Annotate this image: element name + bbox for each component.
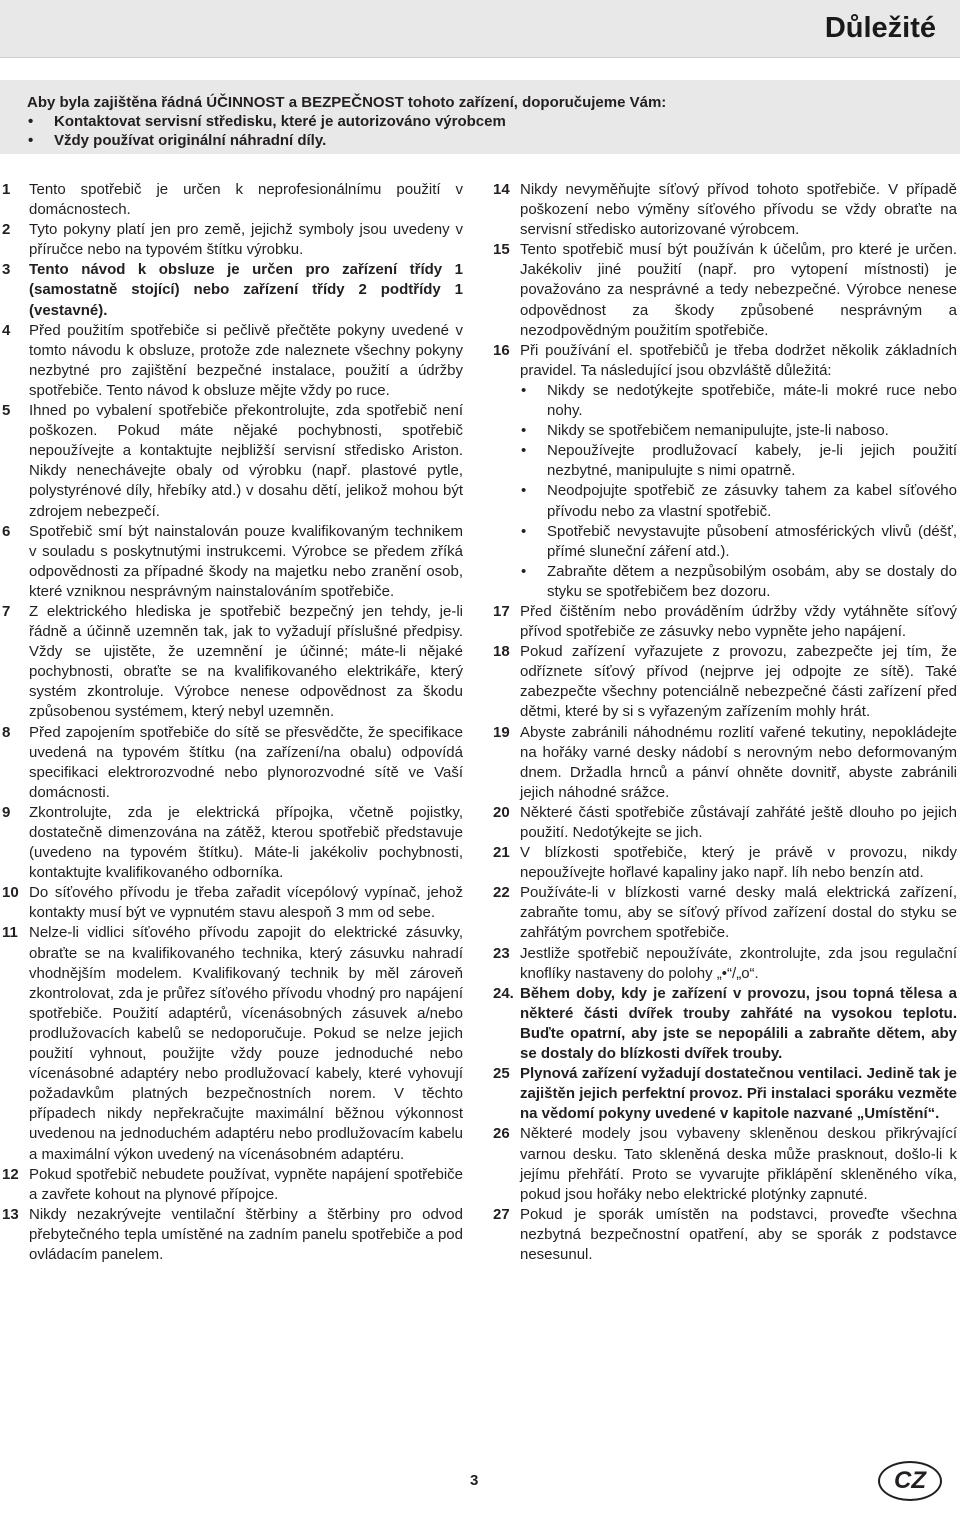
item-number: 1 [2,181,11,198]
item-number: 21 [493,844,510,862]
list-item [2,602,463,723]
rule-bullet: • Zabraňte dětem a nezpůsobilým osobám, aby se dostaly do styku se spotřebičem bez dozoru. [520,562,957,602]
left-column [2,180,463,1265]
intro-list [27,112,506,150]
list-item [493,1064,957,1124]
list-item [493,803,957,843]
item-text: Pokud spotřebič nebudete používat, vypněte napájení spotřebiče a zavřete kohout na plynové přípojce. [29,1165,463,1203]
item-number: 9 [2,803,11,821]
item-number: 27 [493,1205,510,1223]
item-number: 22 [493,884,510,902]
list-item [493,723,957,803]
item-number: 11 [2,924,18,942]
intro-bullet: • Vždy používat originální náhradní díly. [27,131,506,150]
item-text: Před použitím spotřebiče si pečlivě přečtěte pokyny uvedené v tomto návodu k obsluze, protože zde naleznete všechny pokyny nezbytné pro zajištění bezpečné instalace, použití a údržby spotřebiče. Tento návod k obsluze mějte vždy po ruce. [29,321,463,399]
list-item [2,1205,463,1265]
item-text: Tento spotřebič musí být používán k účelům, pro které je určen. Jakékoliv jiné použití (např. pro vytopení místnosti) je považováno za nesprávné a tedy nebezpečné. Výrobce nenese odpovědnost za škody způsobené nesprávným a nezodpovědným použitím spotřebiče. [520,241,957,339]
item-text: Spotřebič smí být nainstalován pouze kvalifikovaným technikem v souladu s poskytnutými instrukcemi. Výrobce se předem zříká odpovědnosti za případné škody na majetku nebo zranění osob, které vzniknou nesprávným nainstalováním spotřebiče. [29,522,463,600]
item-number: 20 [493,803,510,821]
item-number: 16 [493,341,510,359]
list-item [493,642,957,722]
list-item [493,240,957,340]
item-text: Z elektrického hlediska je spotřebič bezpečný jen tehdy, je-li řádně a účinně uzemněn tak, jak to vyžadují příslušné předpisy. Vždy se ujistěte, že uzemnění je účinné; máte-li nějaké pochybnosti, obraťte se na kvalifikovaného elektrikáře, který systém zkontroluje. Výrobce nenese odpovědnost za škodu způsobenou systémem, který nebyl uzemněn. [29,602,463,721]
item-text: Nikdy nezakrývejte ventilační štěrbiny a štěrbiny pro odvod přebytečného tepla umístěné na zadním panelu spotřebiče a pod ovládacím panelem. [29,1205,463,1263]
list-item [493,984,957,1064]
list-item [493,944,957,984]
list-item [493,1205,957,1265]
item-number: 4 [2,321,11,339]
item-number: 5 [2,402,11,420]
item-number: 7 [2,602,11,620]
item-text: Nikdy nevyměňujte síťový přívod tohoto spotřebiče. V případě poškození nebo výměny síťového přívodu se vždy obraťte na servisní středisko autorizované výrobcem. [520,181,957,239]
item-number: 17 [493,602,510,620]
item-number: 18 [493,643,510,661]
item-number: 19 [493,723,510,741]
list-item [2,803,463,883]
item-text: Tyto pokyny platí jen pro země, jejichž symboly jsou uvedeny v příručce nebo na typovém štítku výrobku. [29,221,463,259]
item-text: Tento návod k obsluze je určen pro zařízení třídy 1 (samostatně stojící) nebo zařízení třídy 2 podtřídy 1 (vestavné). [29,261,463,319]
item-number: 15 [493,241,510,259]
language-badge: CZ [878,1461,942,1501]
list-item [493,843,957,883]
item-number: 6 [2,522,11,540]
page-title: Důležité [824,12,936,44]
list-item [2,923,463,1164]
item-number: 10 [2,884,19,902]
rules-list [520,381,957,602]
right-column [493,180,957,1265]
item-text: Nelze-li vidlici síťového přívodu zapojit do elektrické zásuvky, obraťte se na kvalifikovaného technika, který zásuvku nahradí vhodnějším modelem. Kvalifikovaný technik by měl zároveň zkontrolovat, zda je průřez síťového přívodu vhodný pro napájení spotřebiče. Použití adaptérů, vícenásobných zásuvek a/nebo prodlužovacích kabelů se nedoporučuje. Pokud se nelze jejich použití vyhnout, použijte vždy pouze jednoduché nebo vícenásobné adaptéry nebo prodlužovací kabely, které vyhovují požadavkům platných bezpečnostních norem. V těchto případech nikdy nepřekračujte maximální běžnou výkonnost uvedenou na jednoduchém adaptéru nebo prodlužovacím kabelu a maximální výkon uvedený na vícenásobném adaptéru. [29,924,463,1163]
item-number: 14 [493,181,510,198]
rule-bullet: • Neodpojujte spotřebič ze zásuvky tahem za kabel síťového přívodu nebo za vlastní spotřebič. [520,481,957,521]
item-text: Jestliže spotřebič nepoužíváte, zkontrolujte, zda jsou regulační knoflíky nastaveny do polohy „•“/„o“. [520,944,957,982]
list-item [2,522,463,602]
list-item [2,723,463,803]
item-text: Abyste zabránili náhodnému rozlití vařené tekutiny, nepokládejte na hořáky varné desky nádobí s nerovným nebo deformovaným dnem. Držadla hrnců a pánví ohněte dovnitř, abyste zabránili jejich náhodné srážce. [520,723,957,801]
list-item [493,1124,957,1204]
item-number: 8 [2,723,11,741]
list-item [2,220,463,260]
item-text: Do síťového přívodu je třeba zařadit vícepólový vypínač, jehož kontakty musí být ve vypnutém stavu alespoň 3 mm od sebe. [29,884,463,922]
item-text: Tento spotřebič je určen k neprofesionálnímu použití v domácnostech. [29,181,463,219]
list-item [2,883,463,923]
item-text: Zkontrolujte, zda je elektrická přípojka, včetně pojistky, dostatečně dimenzována na zátěž, kterou spotřebič představuje (uvedeno na typovém štítku). Máte-li jakékoliv pochybnosti, kontaktujte kvalifikovaného odborníka. [29,803,463,882]
item-number: 25 [493,1065,510,1083]
rule-bullet: • Nikdy se spotřebičem nemanipulujte, jste-li naboso. [520,421,957,441]
header-bar [0,0,960,58]
rule-bullet: • Spotřebič nevystavujte působení atmosférických vlivů (déšť, přímé sluneční záření atd.). [520,522,957,562]
item-text: Ihned po vybalení spotřebiče překontrolujte, zda spotřebič není poškozen. Pokud máte nějaké pochybnosti, spotřebič nepoužívejte a kontaktujte nejbližší servisní středisko Ariston. Nikdy nenechávejte obaly od výrobku (např. plastové pytle, polystyrénové díly, hřebíky atd.) v dosahu dětí, jelikož mohou být zdrojem nebezpečí. [29,402,463,520]
rule-bullet: • Nikdy se nedotýkejte spotřebiče, máte-li mokré ruce nebo nohy. [520,381,957,421]
list-item [493,180,957,240]
list-item [2,401,463,522]
item-text: Plynová zařízení vyžadují dostatečnou ventilaci. Jedině tak je zajištěn jejich perfektní provoz. Při instalaci sporáku vezměte na vědomí pokyny uvedené v kapitole nazvané „Umístění“. [520,1065,957,1123]
list-item [2,180,463,220]
rule-bullet: • Nepoužívejte prodlužovací kabely, je-li jejich použití nezbytné, manipulujte s nimi opatrně. [520,441,957,481]
item-number: 12 [2,1165,19,1183]
list-item [2,321,463,401]
list-item [493,602,957,642]
item-number: 26 [493,1125,510,1143]
item-text: Některé modely jsou vybaveny skleněnou deskou přikrývající varnou desku. Tato skleněná deska může prasknout, došlo-li k jejímu přehřátí. Proto se vyvarujte přiklápění skleněného víka, pokud jsou hořáky nebo elektrické plotýnky zapnuté. [520,1125,957,1203]
page-number: 3 [470,1472,479,1489]
item-number: 3 [2,261,11,279]
item-text: Používáte-li v blízkosti varné desky malá elektrická zařízení, zabraňte tomu, aby se síťový přívod zařízení dostal do styku se zahřátým povrchem spotřebiče. [520,884,957,942]
item-number: 13 [2,1205,19,1223]
item-text: Před zapojením spotřebiče do sítě se přesvědčte, že specifikace uvedená na typovém štítku (na zařízení/na obalu) odpovídá specifikaci elektrorozvodné nebo plynorozvodné sítě ve Vaší domácnosti. [29,723,463,801]
list-item [2,1165,463,1205]
item-text: Pokud je sporák umístěn na podstavci, proveďte všechna nezbytná bezpečnostní opatření, aby se sporák z podstavce nesesunul. [520,1205,957,1263]
item-number: 23 [493,944,510,962]
item-text: Při používání el. spotřebičů je třeba dodržet několik základních pravidel. Ta následující jsou obzvláště důležitá: [520,341,957,379]
item-text: V blízkosti spotřebiče, který je právě v provozu, nikdy nepoužívejte hořlavé kapaliny jako např. líh nebo benzín atd. [520,844,957,882]
item-number: 24. [493,984,514,1002]
item-text: Pokud zařízení vyřazujete z provozu, zabezpečte jej tím, že odříznete síťový přívod (nejprve jej odpojte ze sítě). Také zabezpečte všechny potenciálně nebezpečné části zařízení před dětmi, které by si s vyřazeným zařízením mohly hrát. [520,643,957,721]
list-item [2,260,463,320]
item-text: Některé části spotřebiče zůstávají zahřáté ještě dlouho po jejich použití. Nedotýkejte se jich. [520,803,957,841]
item-text: Před čištěním nebo prováděním údržby vždy vytáhněte síťový přívod spotřebiče ze zásuvky nebo vypněte jeho napájení. [520,602,957,641]
list-item [493,883,957,943]
intro-box [0,80,960,154]
list-item [493,341,957,602]
intro-lead: Aby byla zajištěna řádná ÚČINNOST a BEZPEČNOST tohoto zařízení, doporučujeme Vám: [27,94,667,111]
item-number: 2 [2,221,11,239]
intro-bullet: • Kontaktovat servisní středisku, které je autorizováno výrobcem [27,112,506,131]
item-text: Během doby, kdy je zařízení v provozu, jsou topná tělesa a některé části dvířek trouby zahřáté na vysokou teplotu. Buďte opatrní, aby jste se nepopálili a zabraňte dětem, aby se dostaly do blízkosti dvířek trouby. [520,984,957,1063]
